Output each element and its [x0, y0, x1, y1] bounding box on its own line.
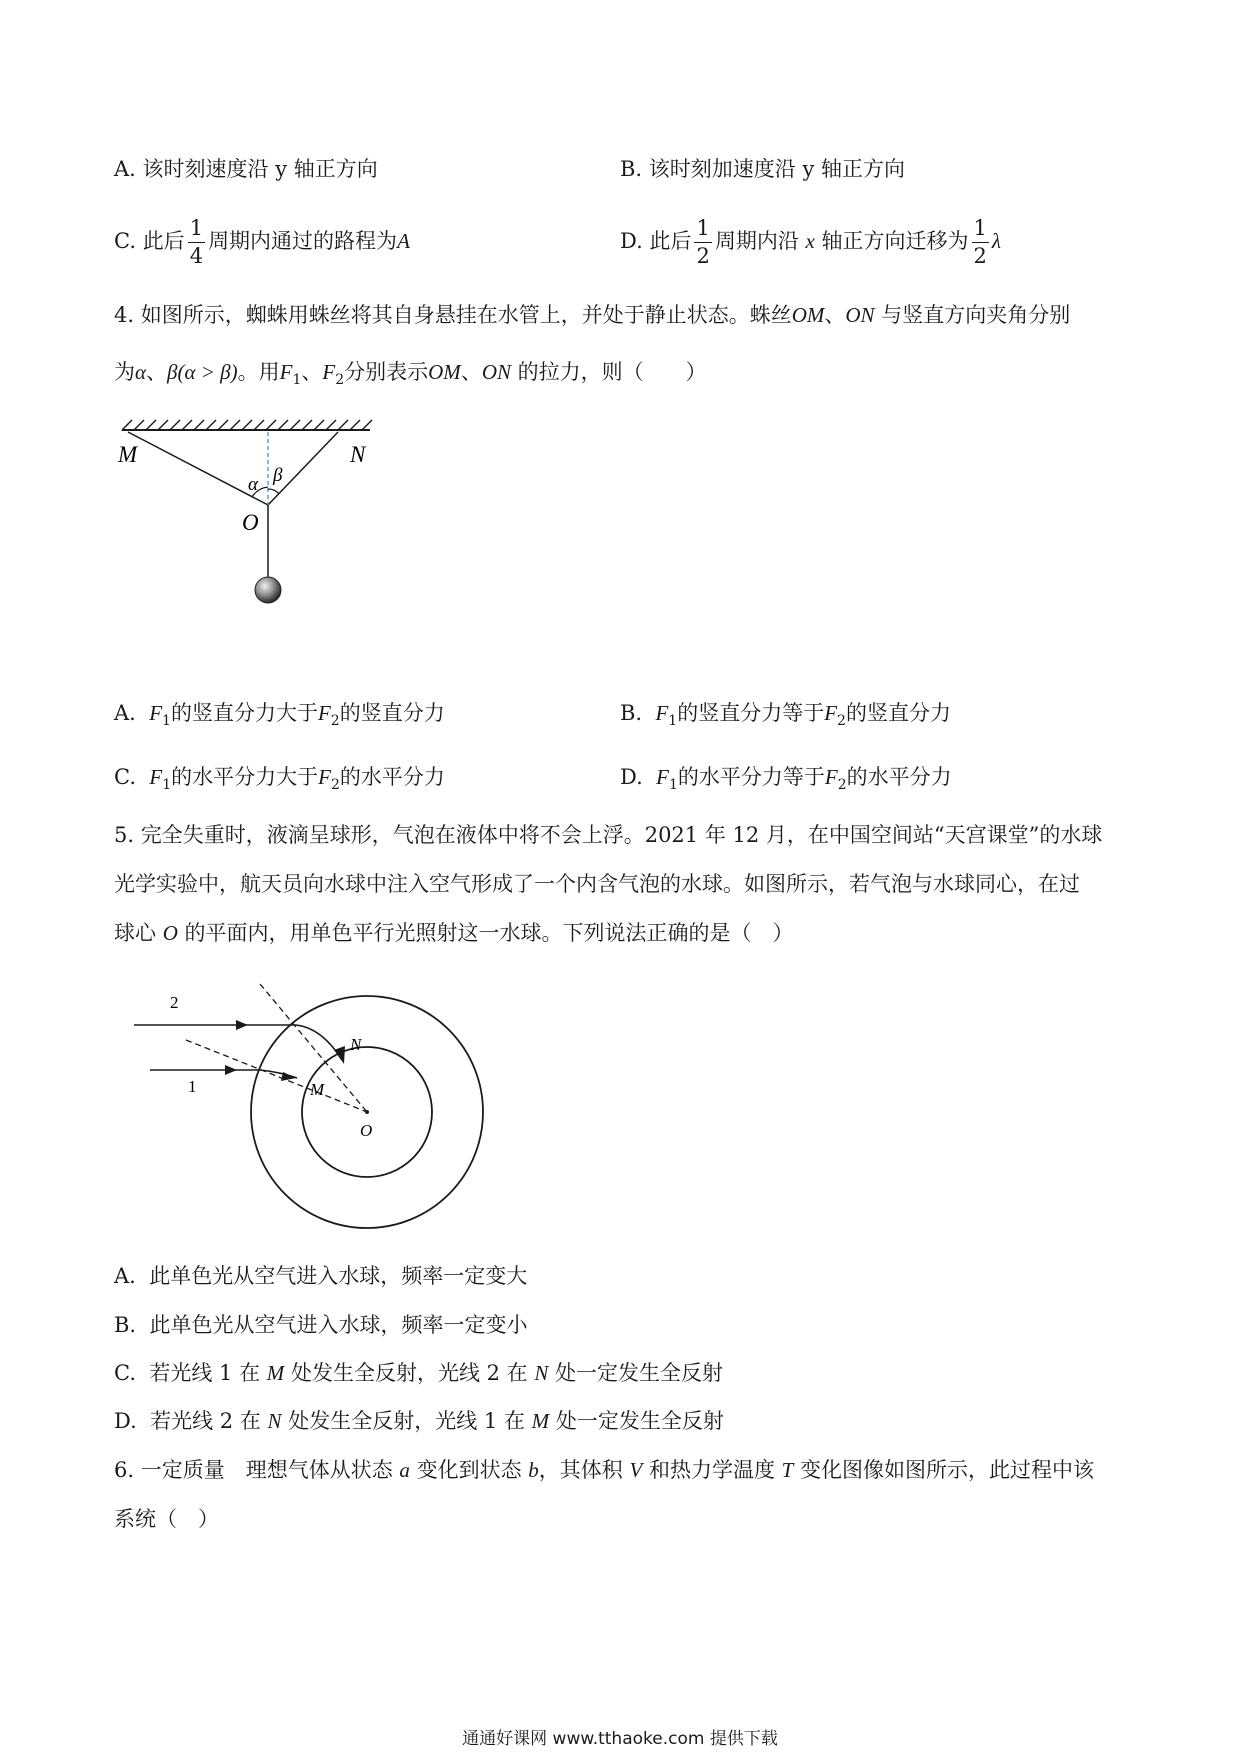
q3-option-b: B. 该时刻加速度沿 y 轴正方向 [620, 157, 906, 181]
label-o-center: O [360, 1121, 373, 1140]
label-m-point: M [310, 1080, 325, 1099]
q4-option-b: B. $F_1$的竖直分力等于$F_2$的竖直分力 [620, 701, 951, 729]
label-o: O [242, 510, 259, 535]
pipe-hatching [122, 420, 372, 430]
fraction-one-half: $\frac{1}{2}$ [696, 216, 710, 268]
q5-option-a: A. 此单色光从空气进入水球，频率一定变大 [114, 1264, 528, 1288]
label-n: N [350, 442, 366, 467]
q6-stem-line2: 系统（ ） [114, 1507, 219, 1531]
q3-option-c: C. 此后 $\frac{1}{4}$ 周期内通过的路程为A [114, 216, 410, 268]
ray-2-arrow [236, 1020, 248, 1030]
label-ray-1: 1 [188, 1077, 197, 1096]
label-n-point: N [350, 1035, 362, 1054]
q3-option-a: A. 该时刻速度沿 y 轴正方向 [114, 157, 378, 181]
q4-stem-line2: 为α、β(α > β)。用$F_1$、$F_2$分别表示OM、ON 的拉力，则（ ） [114, 360, 707, 388]
angle-beta-arc [268, 489, 279, 494]
page-footer: 通通好课网 www.tthaoke.com 提供下载 [462, 1729, 778, 1749]
spider-hanging-diagram [110, 418, 380, 618]
q5-option-d: D. 若光线 2 在 N 处发生全反射，光线 1 在 M 处一定发生全反射 [114, 1409, 724, 1433]
q6-stem-line1: 6. 一定质量 理想气体从状态 a 变化到状态 b，其体积 V 和热力学温度 T 变化图像如图所示，此过程中该 [114, 1458, 1095, 1482]
q5-stem-line2: 光学实验中，航天员向水球中注入空气形成了一个内含气泡的水球。如图所示，若气泡与水球同心，在过 [114, 872, 1080, 896]
thread-om [128, 432, 268, 505]
q4-option-a: A. $F_1$的竖直分力大于$F_2$的竖直分力 [114, 701, 445, 729]
fraction-one-half-lambda: $\frac{1}{2}$ [973, 216, 987, 268]
spider-ball [255, 577, 281, 603]
water-ball-diagram [130, 980, 500, 1240]
q5-option-c: C. 若光线 1 在 M 处发生全反射，光线 2 在 N 处一定发生全反射 [114, 1361, 724, 1385]
label-beta: β [273, 465, 283, 486]
q5-option-b: B. 此单色光从空气进入水球，频率一定变小 [114, 1313, 528, 1337]
q5-stem-line3: 球心 O 的平面内，用单色平行光照射这一水球。下列说法正确的是（ ） [114, 921, 794, 945]
q4-option-d: D. $F_1$的水平分力等于$F_2$的水平分力 [620, 765, 952, 793]
fraction-one-quarter: $\frac{1}{4}$ [189, 216, 204, 268]
label-ray-2: 2 [170, 993, 179, 1012]
q3-option-d: D. 此后 $\frac{1}{2}$ 周期内沿 x 轴正方向迁移为 $\frac{1}{2}$ λ [620, 216, 1002, 268]
ray-1-arrow [225, 1065, 237, 1075]
label-m: M [118, 442, 138, 467]
q4-stem-line1: 4. 如图所示，蜘蛛用蛛丝将其自身悬挂在水管上，并处于静止状态。蛛丝OM、ON 与竖直方向夹角分别 [114, 303, 1071, 327]
q4-option-c: C. $F_1$的水平分力大于$F_2$的水平分力 [114, 765, 445, 793]
label-alpha: α [248, 474, 258, 495]
q5-stem-line1: 5. 完全失重时，液滴呈球形，气泡在液体中将不会上浮。2021 年 12 月，在中国空间站“天宫课堂”的水球 [114, 823, 1103, 847]
